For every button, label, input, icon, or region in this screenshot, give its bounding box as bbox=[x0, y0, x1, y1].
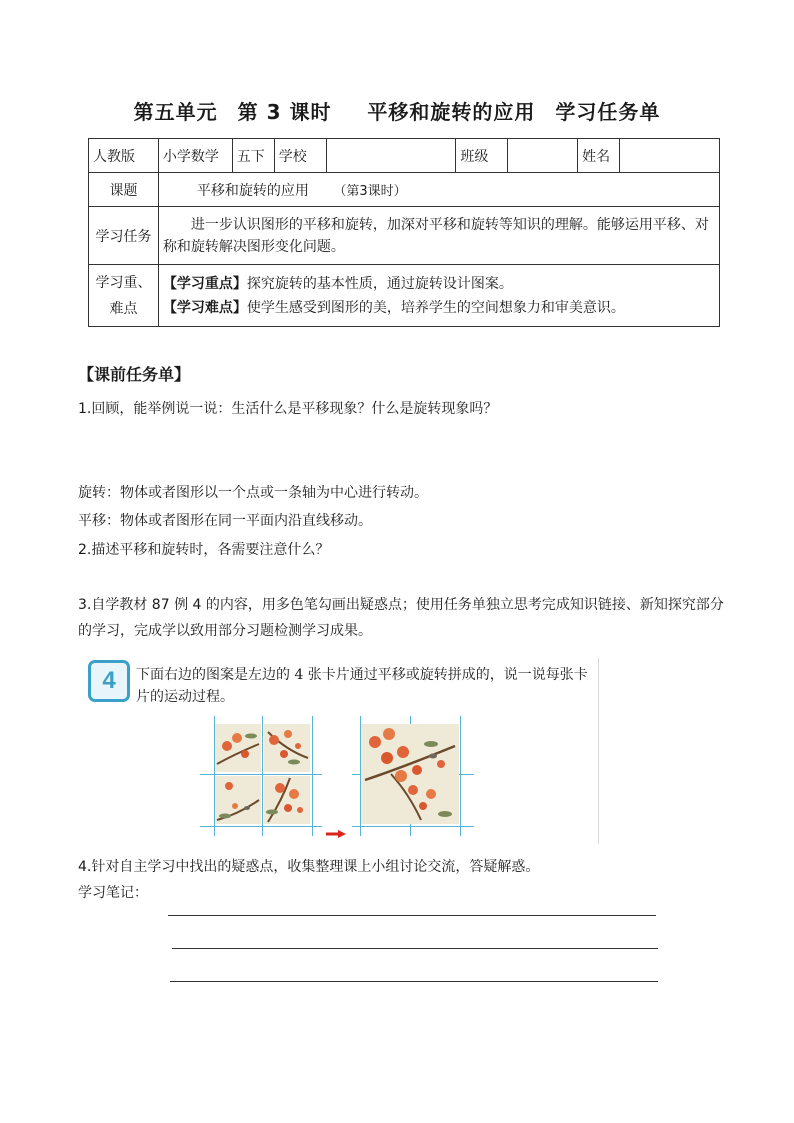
combined-pattern bbox=[361, 724, 459, 824]
persimmon-branch-image bbox=[215, 724, 261, 772]
card-1 bbox=[215, 724, 261, 772]
notes-label: 学习笔记： bbox=[78, 885, 148, 901]
arrow-right-icon bbox=[326, 830, 346, 838]
task-value-cell bbox=[158, 207, 719, 265]
focus-text: 探究旋转的基本性质，通过旋转设计图案。 bbox=[246, 275, 513, 292]
card-4 bbox=[264, 776, 310, 824]
question-4: 4.针对自主学习中找出的疑惑点，收集整理课上小组讨论交流，答疑解惑。 bbox=[78, 859, 540, 875]
grid-line bbox=[312, 716, 313, 836]
grid-line bbox=[262, 716, 263, 836]
page-title bbox=[0, 96, 794, 125]
card-3 bbox=[215, 776, 261, 824]
textbook-example bbox=[86, 658, 599, 844]
persimmon-pattern-image bbox=[361, 724, 459, 824]
key-label-line1: 学习重、 bbox=[95, 274, 152, 291]
grade-cell: 五下 bbox=[232, 139, 274, 173]
pre-class-heading: 【课前任务单】 bbox=[78, 365, 191, 384]
task-value: 进一步认识图形的平移和旋转，加深对平移和旋转等知识的理解。能够运用平移、对称和旋转解决图形变化问题。 bbox=[162, 216, 709, 255]
grid-line bbox=[460, 716, 461, 836]
topic-label: 课题 bbox=[89, 173, 159, 207]
grid-line bbox=[200, 826, 322, 827]
persimmon-branch-image bbox=[264, 724, 310, 772]
topic-value: 平移和旋转的应用 bbox=[196, 182, 309, 199]
title-doc: 学习任务单 bbox=[555, 100, 661, 124]
topic-note: （第3课时） bbox=[333, 183, 407, 199]
persimmon-branch-image bbox=[215, 776, 261, 824]
school-field[interactable] bbox=[326, 139, 456, 173]
grid-line bbox=[352, 826, 474, 827]
notes-line-3[interactable] bbox=[170, 981, 658, 982]
class-label: 班级 bbox=[456, 139, 508, 173]
title-topic: 平移和旋转的应用 bbox=[367, 100, 536, 124]
title-unit: 第五单元 bbox=[133, 100, 218, 124]
example-number-badge: 4 bbox=[88, 660, 130, 702]
persimmon-branch-image bbox=[264, 776, 310, 824]
task-label: 学习任务 bbox=[89, 207, 159, 265]
difficulty-text: 使学生感受到图形的美，培养学生的空间想象力和审美意识。 bbox=[246, 299, 625, 316]
question-2: 2.描述平移和旋转时，各需要注意什么？ bbox=[78, 542, 330, 558]
rotation-definition: 旋转：物体或者图形以一个点或一条轴为中心进行转动。 bbox=[78, 485, 428, 501]
card-2 bbox=[264, 724, 310, 772]
key-label-line2: 难点 bbox=[109, 300, 138, 317]
school-label: 学校 bbox=[274, 139, 326, 173]
notes-line-1[interactable] bbox=[168, 915, 656, 916]
notes-line-2[interactable] bbox=[172, 948, 658, 949]
focus-tag: 【学习重点】 bbox=[162, 275, 247, 292]
translation-definition: 平移：物体或者图形在同一平面内沿直线移动。 bbox=[78, 513, 372, 529]
name-label: 姓名 bbox=[578, 139, 620, 173]
subject-cell: 小学数学 bbox=[158, 139, 232, 173]
example-text: 下面右边的图案是左边的 4 张卡片通过平移或旋转拼成的，说一说每张卡片的运动过程。 bbox=[136, 667, 588, 705]
question-1: 1.回顾，能举例说一说：生活什么是平移现象？什么是旋转现象吗？ bbox=[78, 401, 498, 417]
difficulty-tag: 【学习难点】 bbox=[162, 299, 247, 316]
key-points-cell bbox=[158, 265, 719, 327]
topic-value-cell bbox=[158, 173, 719, 207]
title-lesson: 第 3 课时 bbox=[237, 100, 332, 124]
class-field[interactable] bbox=[508, 139, 578, 173]
grid-line bbox=[200, 774, 322, 775]
publisher-cell: 人教版 bbox=[89, 139, 159, 173]
question-3: 3.自学教材 87 例 4 的内容，用多色笔勾画出疑惑点；使用任务单独立思考完成知识链接、新知探究部分的学习，完成学以致用部分习题检测学习成果。 bbox=[78, 597, 724, 639]
key-label-cell bbox=[89, 265, 159, 327]
info-table bbox=[88, 138, 720, 327]
name-field[interactable] bbox=[620, 139, 720, 173]
